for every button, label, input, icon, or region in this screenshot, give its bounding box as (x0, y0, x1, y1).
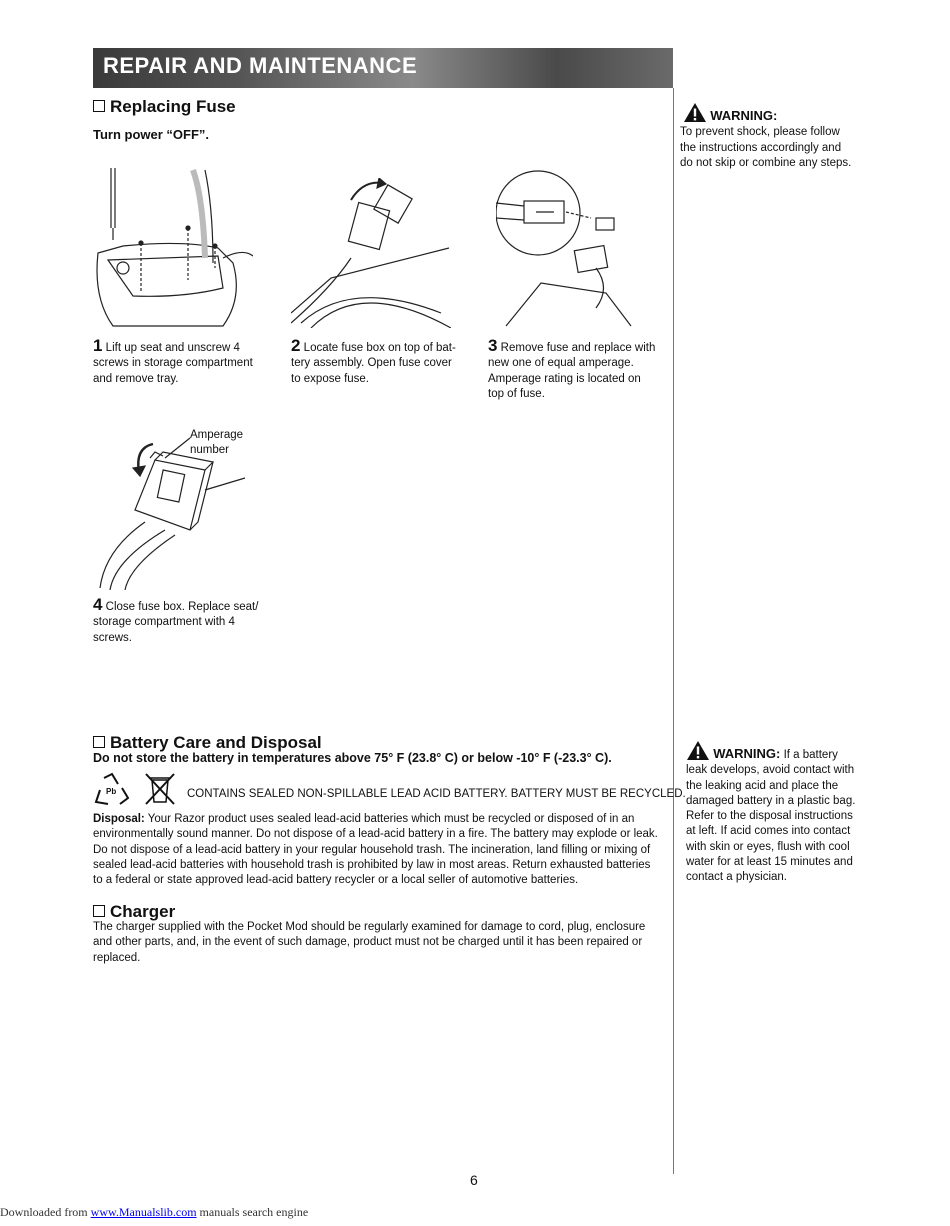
fuse-heading (93, 97, 236, 117)
disposal-label: Disposal: (93, 813, 145, 825)
amperage-callout (190, 428, 243, 459)
warning-shock (680, 102, 855, 171)
manualslib-link[interactable]: www.Manualslib.com (90, 1205, 197, 1219)
warning-triangle-icon (683, 102, 707, 123)
step3-number: 3 (488, 336, 498, 355)
fuse-heading-text: Replacing Fuse (110, 97, 236, 116)
footer-prefix: Downloaded from (0, 1205, 91, 1219)
no-trash-bin-icon (140, 770, 180, 808)
warning-shock-text: To prevent shock, please follow the instructions accordingly and do not skip or combine any steps. (680, 126, 852, 169)
warning-shock-title: WARNING: (710, 108, 778, 123)
page-number: 6 (470, 1172, 478, 1188)
step4 (93, 597, 263, 646)
step4-number: 4 (93, 595, 103, 614)
checkbox-bullet-icon (93, 905, 105, 917)
pb-label: Pb (106, 787, 117, 796)
section-header-title: REPAIR AND MAINTENANCE (103, 53, 418, 78)
step1-number: 1 (93, 336, 103, 355)
battery-heading (93, 733, 322, 753)
footer-suffix: manuals search engine (196, 1205, 309, 1219)
step1-text: Lift up seat and unscrew 4 screws in storage compartment and remove tray. (93, 342, 253, 385)
power-off-instruction: Turn power “OFF”. (93, 127, 210, 142)
battery-heading-text: Battery Care and Disposal (110, 733, 322, 752)
step3-text: Remove fuse and replace with new one of equal amperage. Amperage rating is located on top of fuse. (488, 342, 656, 400)
amperage-label-line1: Amperage (190, 429, 244, 441)
disposal-paragraph (93, 812, 658, 888)
step4-text: Close fuse box. Replace seat/ storage compartment with 4 screws. (93, 601, 259, 644)
step2-number: 2 (291, 336, 301, 355)
step2-illustration (291, 178, 451, 328)
battery-storage-instruction: Do not store the battery in temperatures above 75° F (23.8° C) or below -10° F (-23.3° C). (93, 751, 612, 765)
recycle-pb-icon (92, 772, 132, 808)
warning-battery-leak (686, 740, 858, 886)
checkbox-bullet-icon (93, 100, 105, 112)
step3-illustration (496, 168, 636, 328)
warning-triangle-icon (686, 740, 710, 761)
step1-illustration (93, 168, 253, 330)
step3 (488, 338, 658, 402)
step1 (93, 338, 268, 387)
amperage-label-line2: number (190, 444, 229, 457)
recycle-note: CONTAINS SEALED NON-SPILLABLE LEAD ACID BATTERY. BATTERY MUST BE RECYCLED. (187, 788, 686, 800)
warning-leak-title: WARNING: (713, 746, 781, 761)
column-divider (673, 88, 674, 1174)
charger-heading-text: Charger (110, 902, 176, 921)
disposal-text: Your Razor product uses sealed lead-acid batteries which must be recycled or disposed of in an environmentally sound manner. Do not dispose of a lead-acid battery in a fire. The battery may explode or leak. Do not dispose of a lead-acid battery in your regular household trash. The incineration, land filling or mixing of sealed lead-acid batteries with household trash is prohibited by law in most areas. Return exhausted batteries to a federal or state approved lead-acid battery recycler or a local seller of automotive batteries. (93, 813, 658, 887)
warning-leak-text: If a battery leak develops, avoid contact with the leaking acid and place the damaged battery in a plastic bag. Refer to the disposal instructions at left. If acid comes into contact with skin or eyes, flush with cool water for at least 15 minutes and contact a physician. (686, 749, 856, 884)
checkbox-bullet-icon (93, 736, 105, 748)
section-header-banner (93, 48, 673, 88)
charger-paragraph: The charger supplied with the Pocket Mod should be regularly examined for damage to cord, plug, enclosure and other parts, and, in the event of such damage, product must not be charged until it has been repaired or replaced. (93, 921, 646, 964)
footer (0, 1205, 308, 1220)
step2 (291, 338, 459, 387)
charger-heading (93, 902, 175, 922)
step2-text: Locate fuse box on top of bat- tery assembly. Open fuse cover to expose fuse. (291, 342, 456, 385)
